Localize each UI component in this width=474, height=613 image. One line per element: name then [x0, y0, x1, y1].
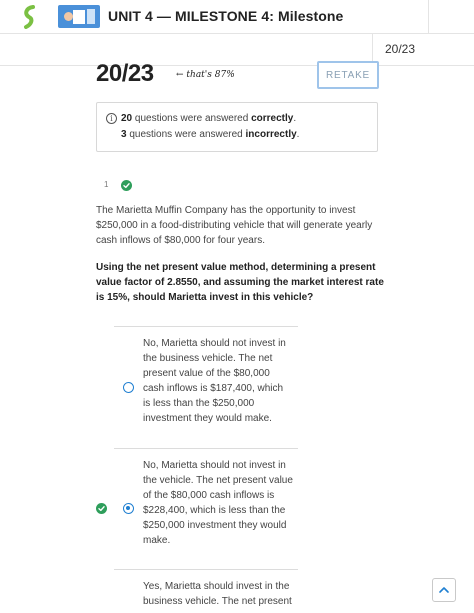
header-divider: [428, 0, 429, 34]
option-1-text[interactable]: No, Marietta should not invest in the business vehicle. The net present value of the $80,000 cash inflows is $187,400, which is less than the $250,000 investment they would make.: [143, 338, 286, 424]
results-summary: [96, 102, 378, 152]
period: .: [293, 113, 297, 124]
option-3-text[interactable]: Yes, Marietta should invest in the business vehicle. The net present: [143, 581, 292, 607]
check-circle-icon: [121, 180, 132, 191]
question-number: 1: [104, 180, 109, 189]
incorrect-text: questions were answered: [126, 129, 246, 140]
course-thumbnail: [58, 5, 100, 28]
sophia-logo-icon[interactable]: [18, 5, 42, 29]
period: .: [296, 129, 300, 140]
option-divider: [114, 569, 298, 570]
incorrect-summary-line: [121, 129, 299, 140]
check-circle-icon: [96, 503, 107, 514]
option-1-radio[interactable]: [123, 382, 134, 393]
correct-word: correctly: [251, 113, 294, 124]
chevron-up-icon: [433, 579, 455, 601]
scroll-top-button[interactable]: [432, 578, 456, 602]
correct-text: questions were answered: [132, 113, 252, 124]
incorrect-count: 3: [121, 129, 127, 140]
incorrect-word: incorrectly: [245, 129, 297, 140]
question-text: The Marietta Muffin Company has the opportunity to invest $250,000 in a food-distributing vehicle that will generate yearly cash inflows of $80,000 for four years.: [96, 205, 373, 246]
sub-header: [0, 34, 474, 66]
score-badge: 20/23: [385, 42, 416, 56]
option-divider: [114, 448, 298, 449]
question-prompt: Using the net present value method, determining a present value factor of 2.8550, and assuming the market interest rate is 15%, should Marietta invest in this vehicle?: [96, 262, 384, 303]
course-title: UNIT 4 — MILESTONE 4: Milestone: [108, 8, 344, 24]
info-icon: i: [106, 113, 117, 124]
handwritten-annotation: ← that's 87%: [176, 70, 235, 80]
correct-summary-line: [121, 113, 296, 124]
option-2-radio[interactable]: [123, 503, 134, 514]
retake-button[interactable]: RETAKE: [317, 61, 379, 89]
option-2-text[interactable]: No, Marietta should not invest in the vehicle. The net present value of the $80,000 cash inflows is $228,400, which is less than the $250,000 investment they would make.: [143, 460, 293, 546]
quiz-score: 20/23: [96, 60, 154, 87]
option-divider: [114, 326, 298, 327]
correct-count: 20: [121, 113, 133, 124]
top-header: [0, 0, 474, 34]
